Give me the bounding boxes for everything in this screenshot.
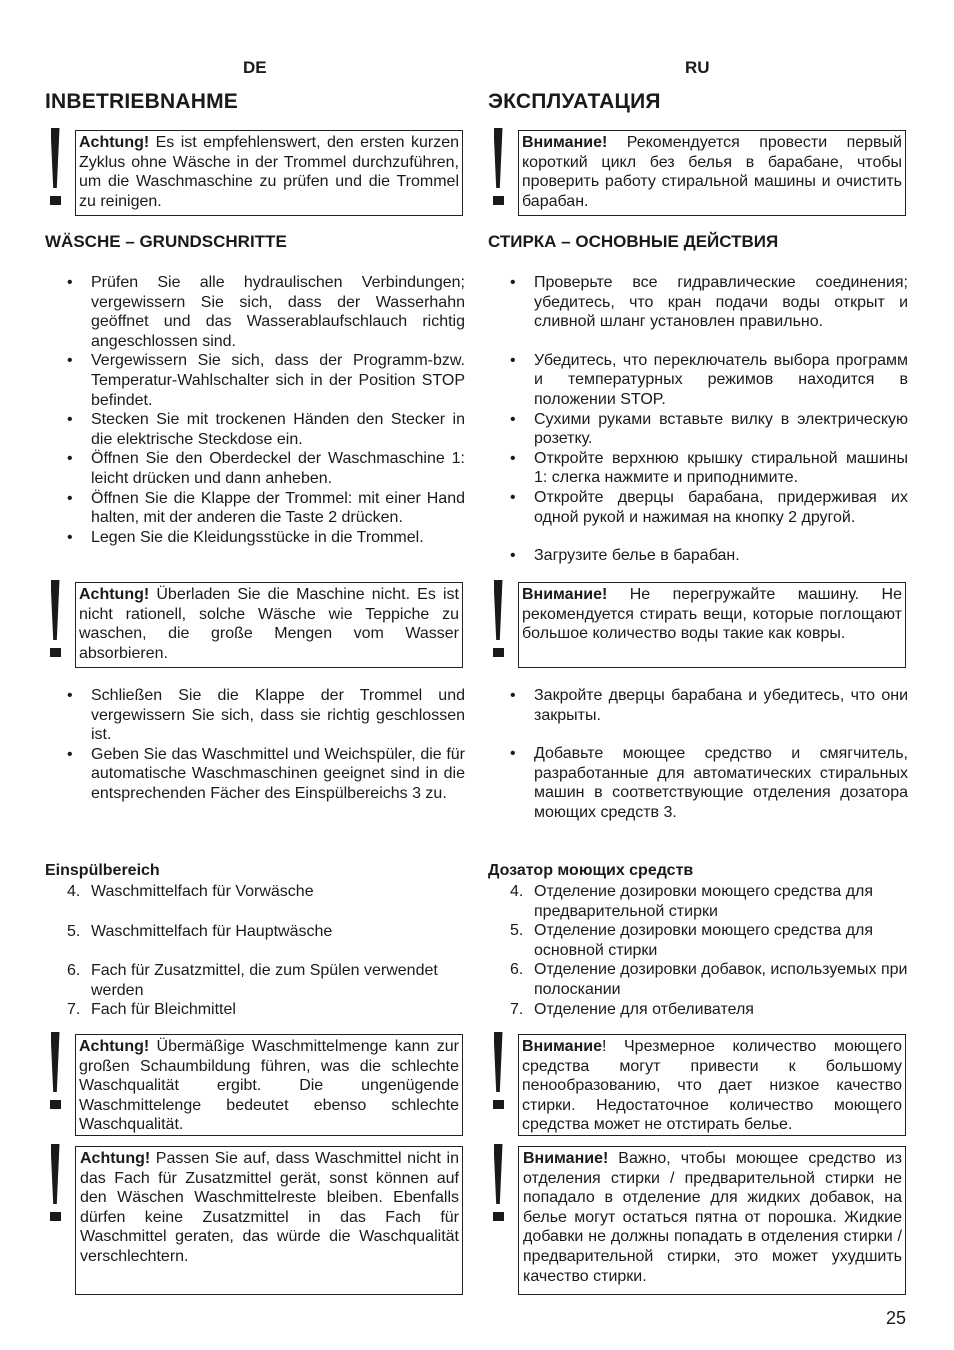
section-title: СТИРКА – ОСНОВНЫЕ ДЕЙСТВИЯ — [488, 232, 779, 251]
item-text: Fach für Zusatzmittel, die zum Spülen verwendet werden — [91, 962, 438, 999]
warning-box — [75, 130, 463, 216]
item-number: 7. — [510, 1000, 524, 1018]
item-text: Отделение дозировки добавок, используемых при полоскании — [534, 961, 908, 998]
item-text: Waschmittelfach für Vorwäsche — [91, 883, 314, 900]
list-item: • Сухими руками вставьте вилку в электрическую розетку. — [508, 410, 908, 449]
warning-box — [75, 582, 463, 668]
list-item: • Öffnen Sie die Klappe der Trommel: mit einer Hand halten, mit der anderen die Taste 2 drücken. — [65, 489, 465, 528]
list-item — [67, 961, 467, 1000]
warning-label: Achtung! — [79, 134, 150, 151]
list-item — [510, 1000, 910, 1020]
dispenser-title: Einspülbereich — [45, 862, 160, 879]
item-text: Fach für Bleichmittel — [91, 1001, 236, 1019]
list-item: • Проверьте все гидравлические соединения; убедитесь, что кран подачи воды открыт и сливной шланг установлен правильно. — [508, 273, 908, 332]
warning-label: Achtung! — [79, 1038, 150, 1055]
exclamation-icon — [46, 1032, 64, 1109]
warning-text: Важно, чтобы моющее средство из отделения стирки / предварительной стирки не попадало в отделение для жидких добавок, на белье могут остаться пятна от порошка. Жидкие добавки не должны попадать в отделения стирки / предварительной стирки, это может ухудшить качество стирки. — [523, 1150, 902, 1285]
list-item: • Geben Sie das Waschmittel und Weichspüler, die für automatische Waschmaschinen geeignet sind in die entsprechenden Fächer des Einspülbereichs 3 zu. — [65, 745, 465, 804]
warning-text: ! Чрезмерное количество моющего средства могут привести к большому пенообразованию, что дает низкое качество стирки. Недостаточное количество моющего средства может не отстирать белье. — [522, 1038, 902, 1134]
warning-box — [518, 1034, 906, 1136]
item-number: 6. — [510, 961, 524, 979]
page-title: INBETRIEBNAHME — [45, 90, 238, 113]
list-item: • Откройте дверцы барабана, придерживая их одной рукой и нажимая на кнопку 2 другой. — [508, 488, 908, 527]
item-number: 5. — [510, 922, 524, 940]
list-item: • Загрузите белье в барабан. — [508, 546, 908, 566]
warning-text: Überladen Sie die Maschine nicht. Es ist nicht rationell, solche Wäsche wie Teppiche zu waschen, die große Mengen vom Wasser absorbieren. — [79, 586, 459, 662]
warning-label: Внимание! — [522, 586, 608, 603]
dispenser-list — [510, 882, 910, 1019]
warning-label: Achtung! — [79, 586, 150, 603]
list-item: • Vergewissern Sie sich, dass der Programm-bzw. Temperatur-Wahlschalter sich in der Position STOP befindet. — [65, 351, 465, 410]
list-item — [510, 882, 910, 921]
warning-label: Внимание — [522, 1038, 602, 1055]
warning-label: Achtung! — [80, 1150, 151, 1167]
warning-box — [75, 1034, 463, 1136]
item-number: 5. — [67, 922, 81, 940]
list-item: • Prüfen Sie alle hydraulischen Verbindungen; vergewissern Sie sich, dass der Wasserhahn geöffnet und das Wasserablaufschlauch richtig angeschlossen sind. — [65, 273, 465, 351]
list-item: • Legen Sie die Kleidungsstücke in die Trommel. — [65, 528, 465, 548]
list-item: • Закройте дверцы барабана и убедитесь, что они закрыты. — [508, 686, 908, 725]
list-item — [510, 921, 910, 960]
list-item: • Schließen Sie die Klappe der Trommel und vergewissern Sie sich, dass sie richtig geschlossen ist. — [65, 686, 465, 745]
page-number: 25 — [886, 1308, 907, 1328]
warning-text: Es ist empfehlenswert, den ersten kurzen Zyklus ohne Wäsche in der Trommel durchzuführen, um die Waschmaschine zu prüfen und die Trommel zu reinigen. — [79, 134, 459, 210]
list-item: • Убедитесь, что переключатель выбора программ и температурных режимов находится в положении STOP. — [508, 351, 908, 410]
exclamation-icon — [489, 1144, 507, 1221]
exclamation-icon — [489, 128, 507, 205]
item-text: Отделение дозировки моющего средства для предварительной стирки — [534, 883, 874, 920]
warning-box — [518, 582, 906, 668]
section-title: WÄSCHE – GRUNDSCHRITTE — [45, 232, 287, 251]
exclamation-icon — [489, 580, 507, 657]
item-text: Отделение для отбеливателя — [534, 1000, 754, 1018]
exclamation-icon — [46, 1144, 64, 1221]
list-item — [510, 960, 910, 999]
steps-list-2 — [508, 686, 908, 823]
page-title: ЭКСПЛУАТАЦИЯ — [488, 90, 661, 113]
exclamation-icon — [46, 128, 64, 205]
language-label: RU — [685, 58, 710, 77]
dispenser-title: Дозатор моющих средств — [488, 862, 694, 879]
warning-box — [518, 1146, 906, 1295]
list-item — [67, 882, 467, 902]
steps-list — [65, 273, 465, 547]
exclamation-icon — [489, 1032, 507, 1109]
item-number: 7. — [67, 1001, 81, 1019]
item-number: 6. — [67, 962, 81, 980]
steps-list-2 — [65, 686, 465, 804]
warning-text: Übermäßige Waschmittelmenge kann zur großen Schaumbildung führen, was die schlechte Waschqualität ergibt. Die ungenügende Waschmittelenge bedeutet ebenso schlechte Waschqualität. — [79, 1038, 459, 1134]
language-label: DE — [243, 58, 267, 77]
warning-text: Passen Sie auf, dass Waschmittel nicht in das Fach für Zusatzmittel gerät, sonst können auf den Wäschen Waschmittelreste bleiben. Ebenfalls dürfen keine Zusatzmittel in das Fach für Waschmittel geraten, das würde die Waschqualität verschlechtern. — [80, 1150, 459, 1265]
list-item: • Откройте верхнюю крышку стиральной машины 1: слегка нажмите и приподнимите. — [508, 449, 908, 488]
item-number: 4. — [510, 883, 524, 900]
warning-box — [518, 130, 906, 216]
list-item — [67, 922, 467, 942]
warning-label: Внимание! — [523, 1150, 609, 1167]
steps-list — [508, 273, 908, 566]
warning-text: Не перегружайте машину. Не рекомендуется стирать вещи, которые поглощают большое количество воды такие как ковры. — [522, 586, 902, 643]
warning-box — [75, 1146, 463, 1295]
list-item: • Öffnen Sie den Oberdeckel der Waschmaschine 1: leicht drücken und dann anheben. — [65, 449, 465, 488]
dispenser-list — [67, 882, 467, 1020]
list-item: • Добавьте моющее средство и смягчитель, разработанные для автоматических стиральных машин в соответствующие отделения дозатора моющих средств 3. — [508, 744, 908, 822]
list-item — [67, 1000, 467, 1020]
item-text: Waschmittelfach für Hauptwäsche — [91, 922, 333, 940]
item-number: 4. — [67, 883, 81, 900]
warning-label: Внимание! — [522, 134, 608, 151]
exclamation-icon — [46, 580, 64, 657]
list-item: • Stecken Sie mit trockenen Händen den Stecker in die elektrische Steckdose ein. — [65, 410, 465, 449]
warning-text: Рекомендуется провести первый короткий цикл без белья в барабане, чтобы проверить работу стиральной машины и очистить барабан. — [522, 134, 902, 210]
item-text: Отделение дозировки моющего средства для основной стирки — [534, 922, 874, 959]
